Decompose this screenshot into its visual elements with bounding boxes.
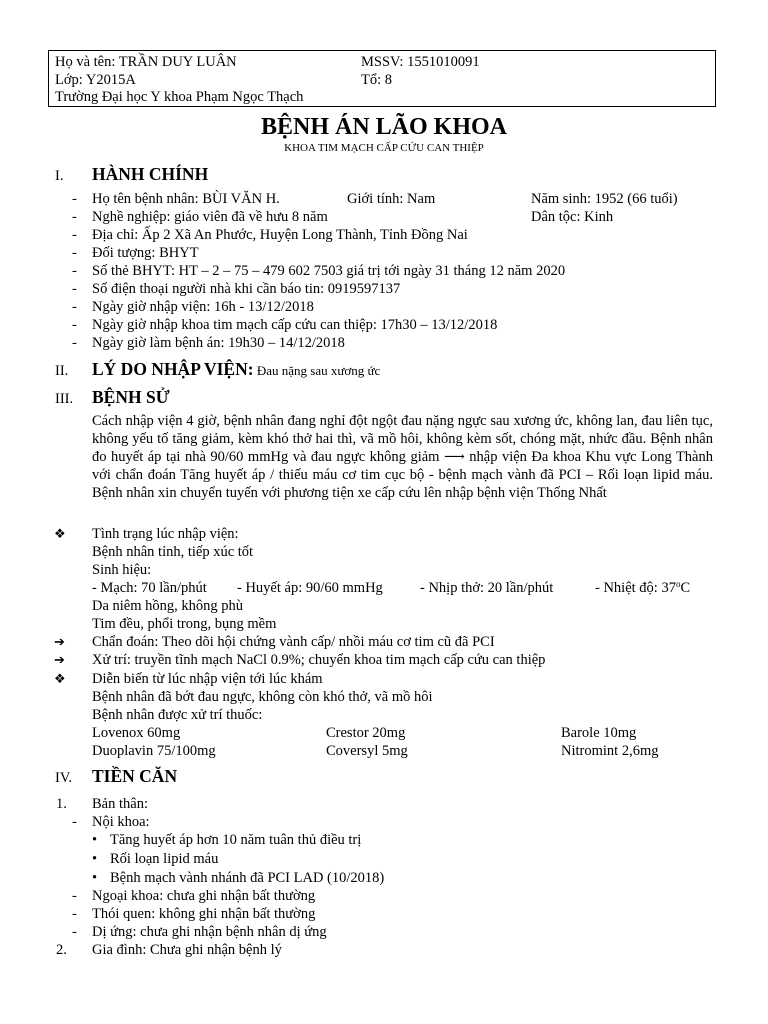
patient-job: Nghề nghiệp: giáo viên đã về hưu 8 năm	[92, 209, 328, 225]
treatment-line	[0, 651, 768, 669]
course-title: Diễn biến từ lúc nhập viện tới lúc khám	[92, 671, 323, 687]
course-improvement: Bệnh nhân đã bớt đau ngực, không còn khó thở, vã mồ hôi	[92, 689, 433, 705]
section-heading-reason	[55, 360, 380, 380]
section-title: LÝ DO NHẬP VIỆN:	[92, 359, 254, 379]
past-family: Gia đình: Chưa ghi nhận bệnh lý	[92, 942, 282, 958]
patient-insurance-type: Đối tượng: BHYT	[92, 245, 199, 261]
record-time: Ngày giờ làm bệnh án: 19h30 – 14/12/2018	[92, 335, 345, 351]
temperature-unit: C	[680, 580, 691, 596]
admin-line-record	[0, 334, 768, 352]
contact-phone: Số điện thoại người nhà khi cần báo tin: 0919597137	[92, 281, 401, 297]
bullet-dot-icon: •	[92, 851, 98, 867]
dash-marker: -	[72, 814, 77, 830]
admin-line-address	[0, 226, 768, 244]
skin-status: Da niêm hồng, không phù	[92, 598, 244, 614]
vitals-title-line	[0, 561, 768, 579]
section-number: IV.	[55, 770, 73, 786]
past-coronary-disease: Bệnh mạch vành nhánh đã PCI LAD (10/2018)	[110, 870, 385, 886]
bullet-dot-icon: •	[92, 832, 98, 848]
past-surgery: Ngoại khoa: chưa ghi nhận bất thường	[92, 888, 316, 904]
admin-line-card	[0, 262, 768, 280]
drug-item: Crestor 20mg	[326, 725, 406, 741]
admin-line-admit-dept	[0, 316, 768, 334]
dash-marker: -	[72, 335, 77, 351]
status-title: Tình trạng lúc nhập viện:	[92, 526, 239, 542]
section-number: III.	[55, 391, 74, 407]
drug-item: Lovenox 60mg	[92, 725, 181, 741]
past-family-line	[0, 941, 768, 959]
past-surgery-line	[0, 887, 768, 905]
bullet-dot-icon: •	[92, 870, 98, 886]
dash-marker: -	[72, 209, 77, 225]
student-class: Lớp: Y2015A	[55, 71, 136, 88]
patient-address: Địa chỉ: Ấp 2 Xã An Phước, Huyện Long Thành, Tỉnh Đồng Nai	[92, 227, 468, 243]
vital-temperature	[595, 579, 690, 597]
status-line-1	[0, 543, 768, 561]
degree-sign: o	[675, 579, 681, 589]
student-school: Trường Đại học Y khoa Phạm Ngọc Thạch	[55, 89, 304, 105]
vital-pulse: - Mạch: 70 lần/phút	[92, 580, 207, 596]
insurance-card: Số thẻ BHYT: HT – 2 – 75 – 479 602 7503 giá trị tới ngày 31 tháng 12 năm 2020	[92, 263, 566, 279]
course-line-1	[0, 688, 768, 706]
drug-item: Duoplavin 75/100mg	[92, 743, 216, 759]
vitals-line	[0, 579, 768, 597]
past-self-title: Bản thân:	[92, 796, 148, 812]
admin-line-object	[0, 244, 768, 262]
section-heading-admin	[55, 165, 208, 185]
vital-respiration: - Nhịp thở: 20 lần/phút	[420, 580, 554, 596]
section-title: TIỀN CĂN	[92, 766, 178, 786]
vital-blood-pressure: - Huyết áp: 90/60 mmHg	[237, 580, 383, 596]
status-title-line	[0, 525, 768, 543]
past-internal-line	[0, 813, 768, 831]
past-bullet-3	[0, 869, 768, 887]
dash-marker: -	[72, 317, 77, 333]
past-self-line	[0, 795, 768, 813]
heart-lung-abdomen-status: Tim đều, phổi trong, bụng mềm	[92, 616, 277, 632]
list-number: 1.	[56, 796, 67, 812]
admin-line-phone	[0, 280, 768, 298]
vitals-title: Sinh hiệu:	[92, 562, 152, 578]
student-group: Tổ: 8	[361, 71, 393, 88]
course-title-line	[0, 670, 768, 688]
section-title: BỆNH SỬ	[92, 387, 170, 407]
patient-ethnic: Dân tộc: Kinh	[531, 209, 614, 225]
dash-marker: -	[72, 191, 77, 207]
list-number: 2.	[56, 942, 67, 958]
initial-diagnosis: Chẩn đoán: Theo dõi hội chứng vành cấp/ nhồi máu cơ tim cũ đã PCI	[92, 634, 495, 650]
diamond-bullet-icon: ❖	[54, 671, 66, 686]
student-info-box	[48, 50, 716, 107]
dash-marker: -	[72, 888, 77, 904]
header-row-2	[55, 71, 715, 89]
section-number: I.	[55, 168, 64, 184]
dash-marker: -	[72, 924, 77, 940]
course-line-2	[0, 706, 768, 724]
department-admission-time: Ngày giờ nhập khoa tim mạch cấp cứu can thiệp: 17h30 – 13/12/2018	[92, 317, 498, 333]
diagnosis-line	[0, 633, 768, 651]
patient-name: Họ tên bệnh nhân: BÙI VĂN H.	[92, 191, 280, 207]
dash-marker: -	[72, 281, 77, 297]
admin-line-patient	[0, 190, 768, 208]
document-title: BỆNH ÁN LÃO KHOA	[260, 114, 508, 140]
document-subtitle: KHOA TIM MẠCH CẤP CỨU CAN THIỆP	[284, 142, 484, 154]
drug-item: Barole 10mg	[561, 725, 637, 741]
course-medication-title: Bệnh nhân được xử trí thuốc:	[92, 707, 263, 723]
section-heading-past-history	[55, 767, 177, 787]
past-bullet-2	[0, 850, 768, 868]
patient-birth-year: Năm sinh: 1952 (66 tuổi)	[531, 191, 678, 207]
admin-line-admit	[0, 298, 768, 316]
arrow-bullet-icon: ➔	[54, 634, 65, 649]
section-number: II.	[55, 363, 69, 379]
section-heading-history	[55, 388, 170, 408]
admin-line-job	[0, 208, 768, 226]
drug-item: Coversyl 5mg	[326, 743, 408, 759]
status-consciousness: Bệnh nhân tỉnh, tiếp xúc tốt	[92, 544, 254, 560]
student-name: Họ và tên: TRẦN DUY LUÂN	[55, 54, 237, 70]
skin-line	[0, 597, 768, 615]
past-internal-title: Nội khoa:	[92, 814, 150, 830]
past-allergy: Dị ứng: chưa ghi nhận bệnh nhân dị ứng	[92, 924, 327, 940]
drug-row-2	[0, 742, 768, 760]
admission-reason: Đau nặng sau xương ức	[253, 363, 381, 378]
history-paragraph: Cách nhập viện 4 giờ, bệnh nhân đang nghỉ đột ngột đau nặng ngực sau xương ức, không lan, đau liên tục, không yếu tố tăng giảm, kèm khó thở hai thì, vã mồ hôi, không kèm sốt, chóng mặt, nhức đầu. Bệnh nhân đo huyết áp tại nhà 90/60 mmHg và đau ngực không giảm ⟶ nhập viện Đa khoa Khu vực Long Thành với chẩn đoán Tăng huyết áp / thiếu máu cơ tim cục bộ - bệnh mạch vành đã PCI – Rối loạn lipid máu. Bệnh nhân xin chuyển tuyến với phương tiện xe cấp cứu lên nhập bệnh viện Thống Nhất	[92, 413, 713, 501]
past-bullet-1	[0, 831, 768, 849]
admission-time: Ngày giờ nhập viện: 16h - 13/12/2018	[92, 299, 314, 315]
dash-marker: -	[72, 906, 77, 922]
past-hypertension: Tăng huyết áp hơn 10 năm tuân thủ điều trị	[110, 832, 362, 848]
header-row-3	[55, 88, 715, 106]
initial-treatment: Xử trí: truyền tĩnh mạch NaCl 0.9%; chuyển khoa tim mạch cấp cứu can thiệp	[92, 652, 546, 668]
dash-marker: -	[72, 227, 77, 243]
dash-marker: -	[72, 299, 77, 315]
section-title: HÀNH CHÍNH	[92, 164, 209, 184]
dash-marker: -	[72, 245, 77, 261]
temperature-value: - Nhiệt độ: 37	[595, 580, 676, 596]
past-habit: Thói quen: không ghi nhận bất thường	[92, 906, 316, 922]
diamond-bullet-icon: ❖	[54, 526, 66, 541]
past-allergy-line	[0, 923, 768, 941]
heart-line	[0, 615, 768, 633]
patient-sex: Giới tính: Nam	[347, 191, 436, 207]
past-dyslipidemia: Rối loạn lipid máu	[110, 851, 219, 867]
past-habit-line	[0, 905, 768, 923]
header-row-1	[55, 53, 715, 71]
student-id: MSSV: 1551010091	[361, 54, 480, 70]
dash-marker: -	[72, 263, 77, 279]
drug-row-1	[0, 724, 768, 742]
arrow-bullet-icon: ➔	[54, 652, 65, 667]
drug-item: Nitromint 2,6mg	[561, 743, 659, 759]
